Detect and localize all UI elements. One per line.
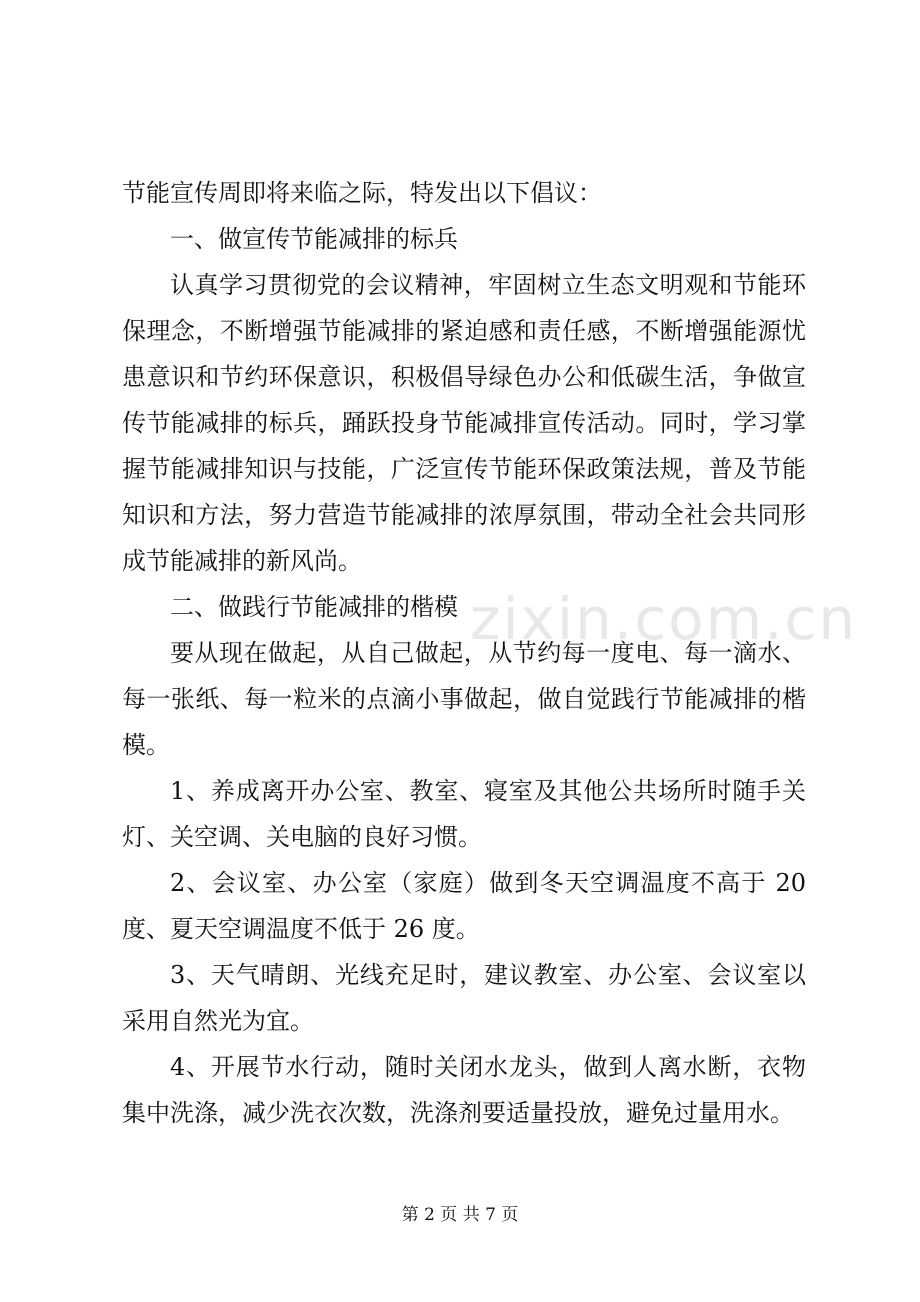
- list-item: 3、天气晴朗、光线充足时，建议教室、办公室、会议室以采用自然光为宜。: [122, 961, 806, 1035]
- page-number: 第 2 页 共 7 页: [401, 1205, 519, 1225]
- document-body: [122, 170, 806, 1136]
- body-paragraph: 认真学习贯彻党的会议精神，牢固树立生态文明观和节能环保理念，不断增强节能减排的紧迫感和责任感，不断增强能源忧患意识和节约环保意识，积极倡导绿色办公和低碳生活，争做宣传节能减排的标兵，踊跃投身节能减排宣传活动。同时，学习掌握节能减排知识与技能，广泛宣传节能环保政策法规，普及节能知识和方法，努力营造节能减排的浓厚氛围，带动全社会共同形成节能减排的新风尚。: [122, 271, 806, 575]
- page-footer: [0, 1200, 920, 1225]
- body-paragraph: 要从现在做起，从自己做起，从节约每一度电、每一滴水、每一张纸、每一粒米的点滴小事做起，做自觉践行节能减排的楷模。: [122, 639, 806, 759]
- section-heading-2: 二、做践行节能减排的楷模: [170, 593, 458, 621]
- list-item: 4、开展节水行动，随时关闭水龙头，做到人离水断，衣物集中洗涤，减少洗衣次数，洗涤剂要适量投放，避免过量用水。: [122, 1053, 806, 1127]
- intro-paragraph: 节能宣传周即将来临之际，特发出以下倡议：: [122, 179, 602, 207]
- list-item: 2、会议室、办公室（家庭）做到冬天空调温度不高于 20 度、夏天空调温度不低于 26 度。: [122, 869, 806, 943]
- section-heading-1: 一、做宣传节能减排的标兵: [170, 225, 458, 253]
- list-item: 1、养成离开办公室、教室、寝室及其他公共场所时随手关灯、关空调、关电脑的良好习惯。: [122, 777, 806, 851]
- watermark-text: zixin.com.cn: [470, 585, 858, 653]
